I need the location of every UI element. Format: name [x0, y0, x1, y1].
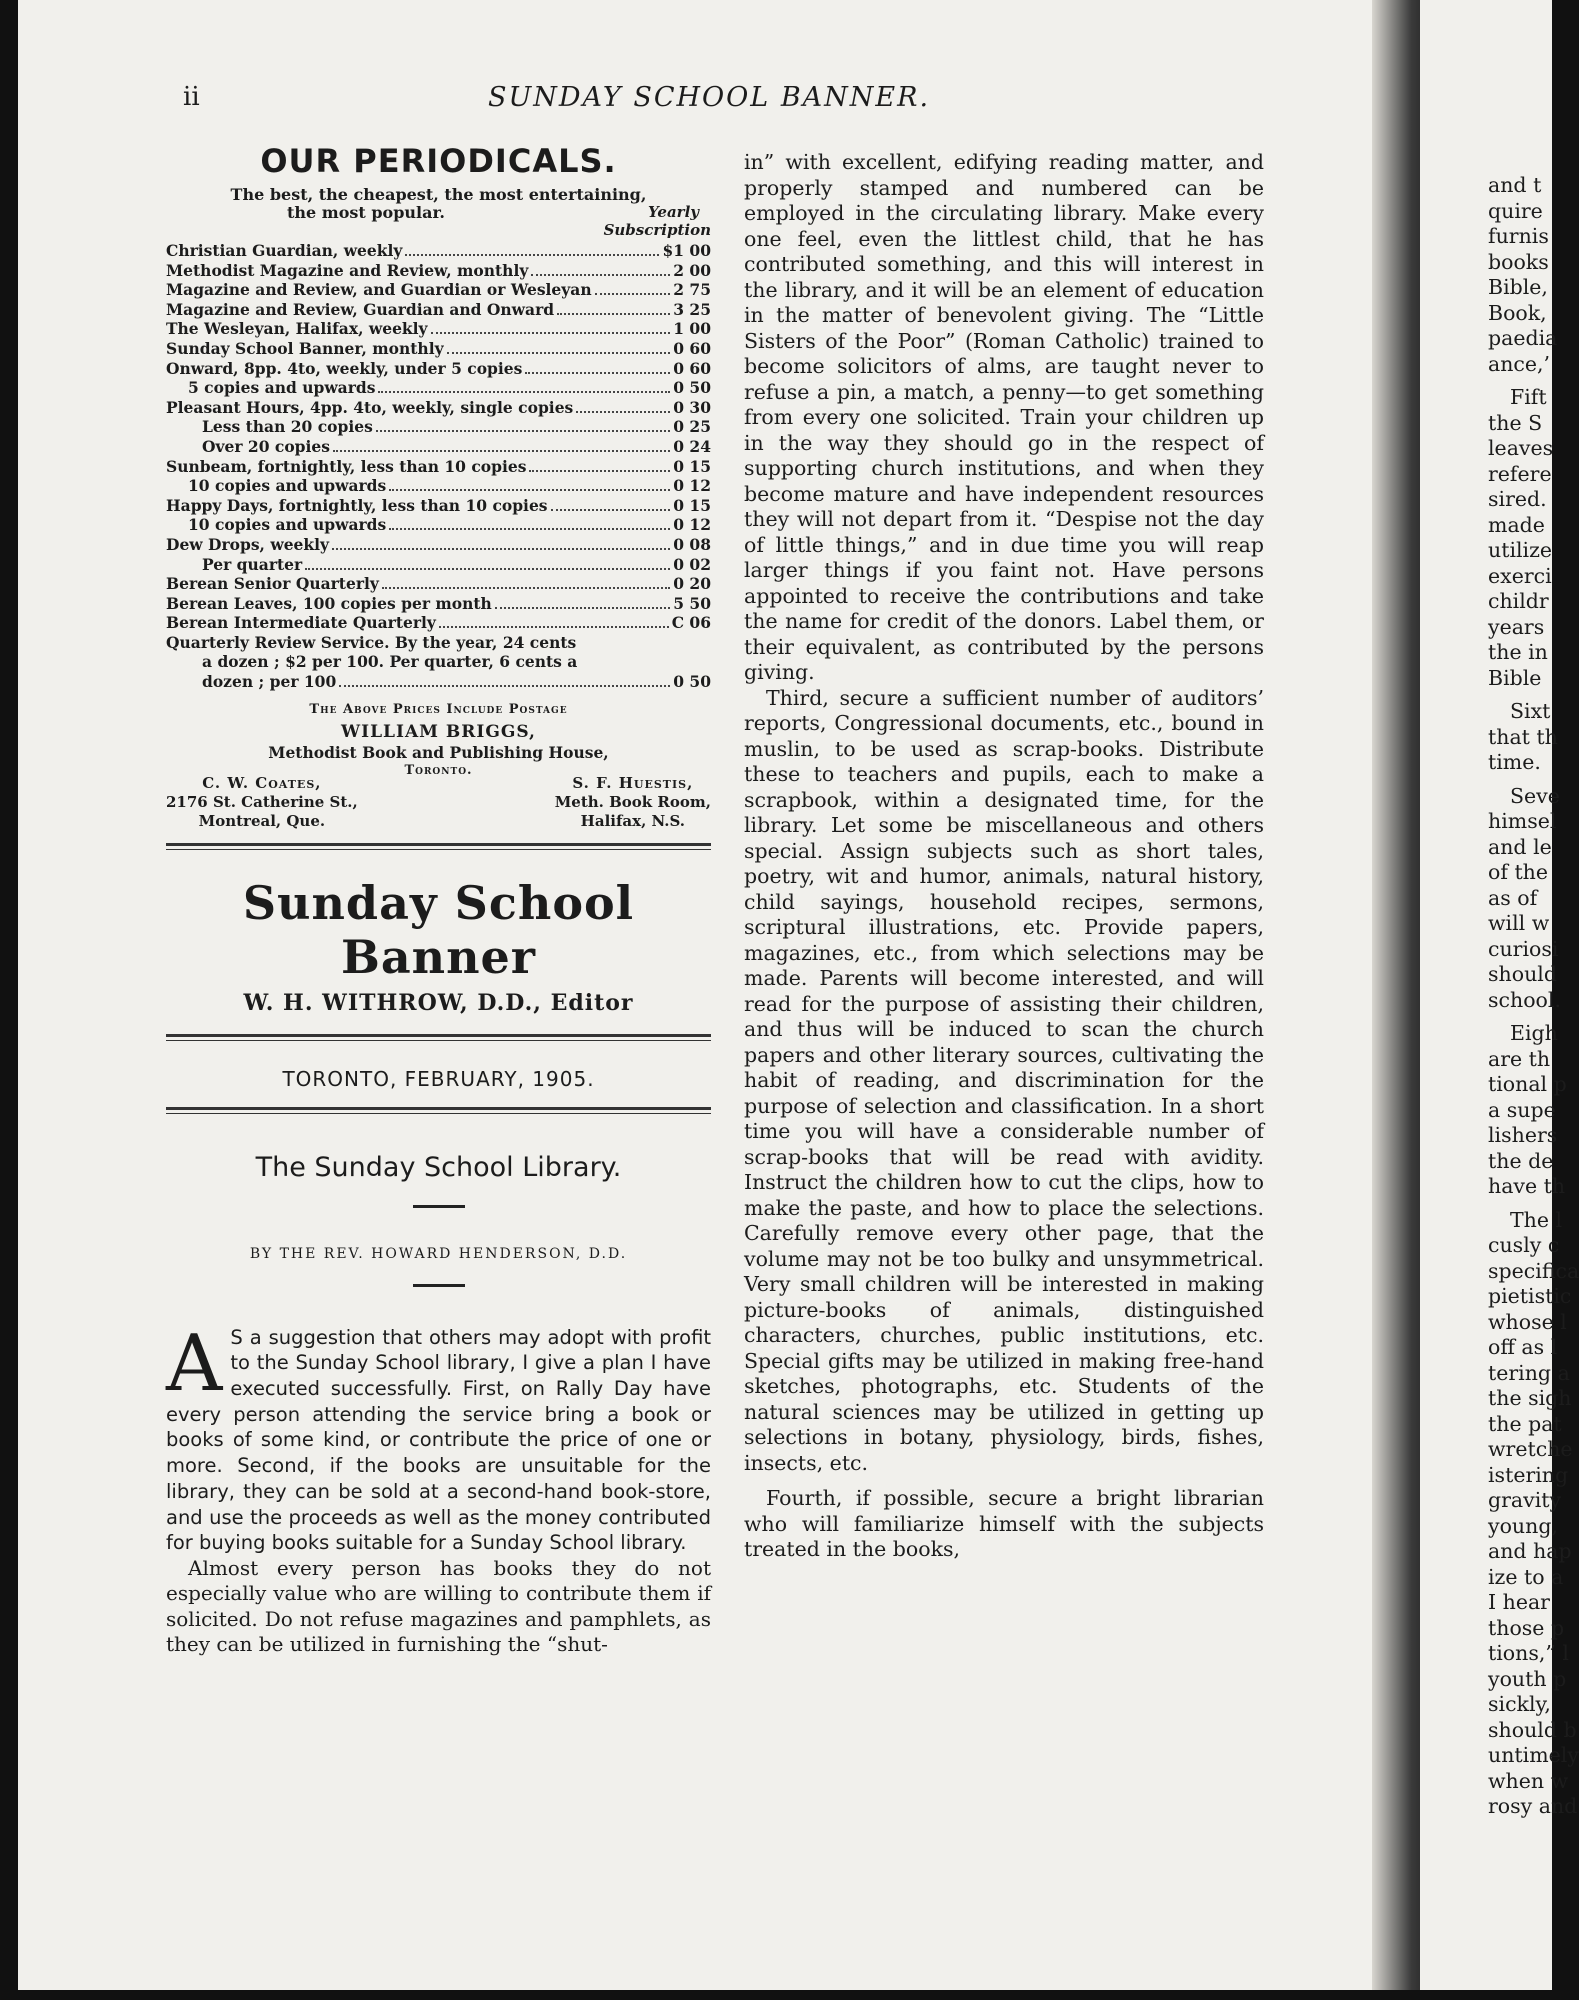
periodical-price: $1 00: [662, 241, 711, 260]
facing-page-line: youth p: [1488, 1666, 1567, 1691]
periodical-name: Happy Days, fortnightly, less than 10 copies: [166, 495, 548, 515]
price-row: [166, 398, 711, 418]
facing-page-line: Bible,: [1488, 275, 1548, 299]
facing-page-line: time.: [1488, 750, 1541, 774]
article-title: The Sunday School Library.: [255, 1151, 622, 1183]
periodical-price: 0 15: [673, 456, 711, 476]
title-rule: [413, 1205, 465, 1208]
periodical-price: 0 60: [673, 338, 711, 358]
facing-page-line: furnis: [1488, 224, 1549, 248]
leader-dots: [405, 254, 659, 256]
facing-page-line: the S: [1488, 410, 1543, 435]
dateline-divider: [166, 1107, 711, 1114]
facing-page-line: books: [1488, 249, 1549, 274]
branch-halifax-city: Halifax, N.S.: [580, 811, 686, 830]
running-head-title: SUNDAY SCHOOL BANNER.: [488, 82, 931, 113]
price-row: [166, 515, 711, 535]
price-row: [166, 476, 711, 496]
branch-montreal-city: Montreal, Que.: [198, 811, 326, 830]
facing-page-line: and t: [1488, 173, 1542, 197]
periodical-name: Sunbeam, fortnightly, less than 10 copies: [166, 456, 527, 476]
quarterly-review-price: 0 50: [673, 672, 711, 692]
facing-page-line: Bible: [1488, 665, 1542, 690]
facing-page-line: made: [1488, 512, 1545, 537]
facing-page-line: istering: [1488, 1462, 1569, 1487]
facing-page-line: and hap: [1488, 1539, 1572, 1563]
facing-page-line: should b: [1488, 1717, 1577, 1742]
leader-dots: [557, 313, 670, 315]
facing-page-line: the in: [1488, 640, 1548, 664]
branch-offices: [166, 774, 711, 831]
periodical-name: Berean Intermediate Quarterly: [166, 613, 436, 633]
price-row: [166, 280, 711, 300]
periodical-name: Per quarter: [202, 554, 303, 574]
facing-page-line: those p: [1488, 1615, 1565, 1640]
price-row: [166, 261, 711, 281]
leader-dots: [305, 568, 670, 570]
price-row: [166, 535, 711, 555]
periodical-name: Less than 20 copies: [202, 417, 373, 437]
periodical-price: 0 25: [673, 417, 711, 437]
article-opening: [166, 1318, 711, 1556]
masthead-editor: W. H. WITHROW, D.D., Editor: [243, 989, 634, 1016]
facing-page-line: utilize: [1488, 538, 1553, 562]
drop-cap: A: [166, 1318, 223, 1409]
leader-dots: [531, 274, 670, 276]
leader-dots: [339, 685, 670, 687]
price-row: [166, 300, 711, 320]
leader-dots: [431, 332, 671, 334]
price-row: [166, 359, 711, 379]
facing-page-line: the sigh: [1488, 1386, 1572, 1410]
branch-montreal-name: C. W. Coates,: [202, 773, 322, 792]
middle-column: [744, 150, 1264, 1563]
leader-dots: [439, 626, 669, 628]
periodical-name: Magazine and Review, and Guardian or Wesleyan: [166, 280, 592, 300]
article-paragraph-1: S a suggestion that others may adopt with profit to the Sunday School library, I give a plan I have executed successfully. First, on Rally Day have every person attending the service bring a book or books of some kind, or contribute the price of one or more. Second, if the books are unsuitable for the library, they can be sold at a second-hand book-store, and use the proceeds as well as the money contributed for buying books suitable for a Sunday School library.: [166, 1325, 711, 1555]
leader-dots: [529, 470, 670, 472]
branch-halifax: [555, 774, 711, 831]
publisher-city: Toronto.: [404, 762, 473, 778]
periodical-price: 5 50: [673, 593, 711, 613]
periodical-name: Sunday School Banner, monthly: [166, 338, 444, 358]
facing-page-line: tering a: [1488, 1360, 1570, 1385]
leader-dots: [495, 607, 670, 609]
leader-dots: [332, 548, 670, 550]
quarterly-review-line-1: Quarterly Review Service. By the year, 24 cents: [166, 632, 577, 652]
quarterly-review-price-row: [166, 672, 711, 692]
periodical-price: C 06: [671, 613, 711, 633]
facing-page-line: the pat: [1488, 1411, 1562, 1436]
branch-halifax-name: S. F. Huestis,: [572, 773, 694, 792]
periodical-name: Methodist Magazine and Review, monthly: [166, 260, 529, 280]
left-column: [166, 142, 711, 1658]
leader-dots: [333, 450, 670, 452]
facing-page-line: the de: [1488, 1148, 1554, 1173]
periodical-price: 2 75: [673, 280, 711, 300]
periodical-price: 0 50: [673, 378, 711, 398]
periodical-price: 0 08: [673, 534, 711, 554]
price-row: [166, 613, 711, 633]
facing-page-line: Eigh: [1510, 1021, 1558, 1045]
price-row: [166, 417, 711, 437]
periodical-name: 10 copies and upwards: [188, 476, 387, 496]
masthead-title: Sunday School Banner: [242, 875, 635, 984]
subscription-label: Subscription: [603, 221, 711, 239]
facing-page-line: I hear: [1488, 1590, 1550, 1614]
facing-page-line: exerci: [1488, 563, 1552, 588]
leader-dots: [525, 372, 670, 374]
facing-page-line: wretche: [1488, 1437, 1573, 1461]
masthead-divider: [166, 1034, 711, 1041]
facing-page-line: gravity: [1488, 1488, 1562, 1512]
facing-page-line: pietistic: [1488, 1284, 1572, 1308]
facing-page-line: as of: [1488, 885, 1538, 910]
facing-page-line: paedia: [1488, 326, 1558, 350]
facing-page-line: have th: [1488, 1174, 1566, 1198]
facing-page-edge: [1420, 0, 1579, 1990]
branch-halifax-address: Meth. Book Room,: [554, 792, 711, 811]
branch-montreal-address: 2176 St. Catherine St.,: [166, 792, 358, 811]
facing-page-line: off as l: [1488, 1335, 1558, 1359]
facing-page-line: lishers: [1488, 1123, 1558, 1147]
facing-page-line: The l: [1510, 1207, 1563, 1232]
periodical-name: Berean Senior Quarterly: [166, 574, 379, 594]
facing-page-line: refere: [1488, 461, 1552, 486]
facing-page-line: are th: [1488, 1046, 1551, 1071]
facing-page-text: [1488, 173, 1579, 1820]
dateline: TORONTO, FEBRUARY, 1905.: [282, 1066, 595, 1091]
price-row: [166, 496, 711, 516]
leader-dots: [378, 391, 670, 393]
publisher-house: Methodist Book and Publishing House,: [268, 742, 609, 762]
facing-page-line: that th: [1488, 724, 1558, 749]
facing-page-line: should: [1488, 962, 1557, 986]
facing-page-line: ize to a: [1488, 1564, 1564, 1589]
article-byline: BY THE REV. HOWARD HENDERSON, D.D.: [249, 1245, 628, 1262]
leader-dots: [376, 430, 670, 432]
periodical-price: 0 15: [673, 495, 711, 515]
periodical-price: 0 24: [673, 436, 711, 456]
facing-page-line: whose l: [1488, 1309, 1567, 1334]
article-paragraph-5: Fourth, if possible, secure a bright librarian who will familiarize himself with the subjects treated in the books,: [744, 1486, 1264, 1561]
leader-dots: [447, 352, 671, 354]
leader-dots: [576, 411, 670, 413]
page-number: ii: [183, 82, 200, 112]
section-divider: [166, 843, 711, 850]
facing-page-line: school.: [1488, 987, 1561, 1012]
price-row: [166, 378, 711, 398]
facing-page-line: of the: [1488, 860, 1549, 884]
periodical-price: 0 30: [673, 397, 711, 417]
facing-page-line: himsel: [1488, 809, 1557, 833]
price-row: [166, 241, 711, 261]
facing-page-line: Fift: [1510, 385, 1547, 409]
facing-page-line: childr: [1488, 589, 1549, 613]
periodical-name: 10 copies and upwards: [188, 515, 387, 535]
facing-page-line: when w: [1488, 1768, 1569, 1793]
article-paragraph-3: in” with excellent, edifying reading matter, and properly stamped and numbered can be employed in the circulating library. Make every one feel, even the littlest child, that he has contributed something, and this will interest in the library, and it will be an element of education in the matter of benevolent giving. The “Little Sisters of the Poor” (Roman Catholic) trained to become solicitors of alms, are taught never to refuse a pin, a match, a penny—to get something from every one solicited. Train your children up in the way they should go in the respect of supporting church institutions, and when they become mature and have independent resources they will not depart from it. “Despise not the day of little things,” and in due time you will reap larger things if you faint not. Have persons appointed to receive the contributions and take the name for credit of the donors. Label them, or their equivalent, as contributed by the persons giving.: [744, 150, 1264, 684]
facing-page-line: Book,: [1488, 300, 1547, 325]
article-paragraph-2: Almost every person has books they do not especially value who are willing to contribute them if solicited. Do not refuse magazines and pamphlets, as they can be utilized in furnishing the “shut-: [166, 1555, 711, 1657]
facing-page-line: curiosi: [1488, 936, 1559, 961]
price-row: [166, 319, 711, 339]
periodical-name: Berean Leaves, 100 copies per month: [166, 593, 492, 613]
facing-page-line: tional p: [1488, 1072, 1567, 1096]
facing-page-line: young,: [1488, 1513, 1558, 1538]
periodical-price: 0 12: [673, 476, 711, 496]
byline-rule: [413, 1284, 465, 1287]
price-row: [166, 339, 711, 359]
leader-dots: [382, 587, 670, 589]
periodical-name: Christian Guardian, weekly: [166, 241, 403, 260]
leader-dots: [389, 528, 670, 530]
yearly-label: Yearly: [648, 203, 699, 221]
article-paragraph-4: Third, secure a sufficient number of auditors’ reports, Congressional documents, etc., bound in muslin, to be used as scrap-books. Distribute these to teachers and pupils, each to make a scrapbook, within a designated time, for the library. Let some be miscellaneous and others special. Assign subjects such as short tales, poetry, wit and humor, animals, natural history, child sayings, household recipes, sermons, scriptural illustrations, etc. Provide papers, magazines, etc., from which selections may be made. Parents will become interested, and will read for the purpose of assisting their children, and thus will be induced to scan the church papers and other literary sources, cultivating the habit of reading, and discrimination for the purpose of selection and classification. In a short time you will have a considerable number of scrap-books that will be read with avidity. Instruct the children how to cut the clips, how to make the paste, and how to place the selections. Carefully remove every other page, that the volume may not be too bulky and unsymmetrical. Very small children will be interested in making picture-books of animals, distinguished characters, churches, public institutions, etc. Special gifts may be utilized in making free-hand sketches, photographs, etc. Students of the natural sciences may be utilized in getting up selections in botany, physiology, birds, fishes, insects, etc.: [744, 685, 1264, 1475]
facing-page-line: specifica: [1488, 1258, 1579, 1283]
periodical-price: 0 60: [673, 358, 711, 378]
page: [18, 0, 1396, 1990]
facing-page-line: and le: [1488, 834, 1552, 859]
quarterly-review-line-2: a dozen ; $2 per 100. Per quarter, 6 cents a: [202, 652, 578, 672]
publisher-name: WILLIAM BRIGGS,: [341, 721, 536, 742]
facing-page-line: rosy and: [1488, 1794, 1578, 1818]
price-row: [166, 555, 711, 575]
periodical-price: 0 02: [673, 554, 711, 574]
periodicals-subheading-1: The best, the cheapest, the most entertaining,: [230, 185, 647, 204]
facing-page-line: sickly,: [1488, 1692, 1551, 1716]
facing-page-line: untimely: [1488, 1743, 1579, 1767]
leader-dots: [551, 509, 671, 511]
price-list: [166, 241, 711, 633]
running-head: [18, 82, 1396, 122]
facing-page-line: Seve: [1510, 783, 1560, 808]
facing-page-line: years: [1488, 614, 1545, 639]
facing-page-line: Sixt: [1510, 699, 1551, 723]
facing-page-line: will w: [1488, 911, 1550, 935]
periodical-name: Pleasant Hours, 4pp. 4to, weekly, single copies: [166, 397, 574, 417]
facing-page-line: ance,’: [1488, 351, 1551, 376]
facing-page-line: tions,” l: [1488, 1641, 1569, 1665]
facing-page-line: a supe: [1488, 1097, 1556, 1122]
quarterly-review-entry: [166, 633, 711, 672]
price-row: [166, 574, 711, 594]
facing-page-line: cusly c: [1488, 1233, 1560, 1257]
facing-page-line: sired.: [1488, 487, 1547, 511]
periodical-name: Onward, 8pp. 4to, weekly, under 5 copies: [166, 358, 523, 378]
leader-dots: [595, 293, 671, 295]
price-row: [166, 437, 711, 457]
periodical-name: Magazine and Review, Guardian and Onward: [166, 299, 555, 319]
periodicals-subheading-2: the most popular.: [287, 203, 445, 222]
periodical-name: Over 20 copies: [202, 436, 330, 456]
periodical-price: 1 00: [673, 319, 711, 339]
facing-page-line: leaves: [1488, 436, 1554, 460]
price-row: [166, 594, 711, 614]
leader-dots: [389, 489, 670, 491]
periodical-price: 0 12: [673, 515, 711, 535]
periodical-price: 3 25: [673, 299, 711, 319]
quarterly-review-line-3: dozen ; per 100: [202, 672, 337, 692]
periodical-name: 5 copies and upwards: [188, 378, 376, 398]
periodicals-heading: OUR PERIODICALS.: [260, 142, 617, 180]
periodical-name: The Wesleyan, Halifax, weekly: [166, 319, 428, 339]
postage-note: The Above Prices Include Postage: [309, 701, 568, 717]
branch-montreal: [166, 774, 358, 831]
facing-page-line: quire: [1488, 198, 1543, 223]
price-row: [166, 457, 711, 477]
periodical-price: 2 00: [673, 260, 711, 280]
periodical-price: 0 20: [673, 574, 711, 594]
periodical-name: Dew Drops, weekly: [166, 534, 330, 554]
